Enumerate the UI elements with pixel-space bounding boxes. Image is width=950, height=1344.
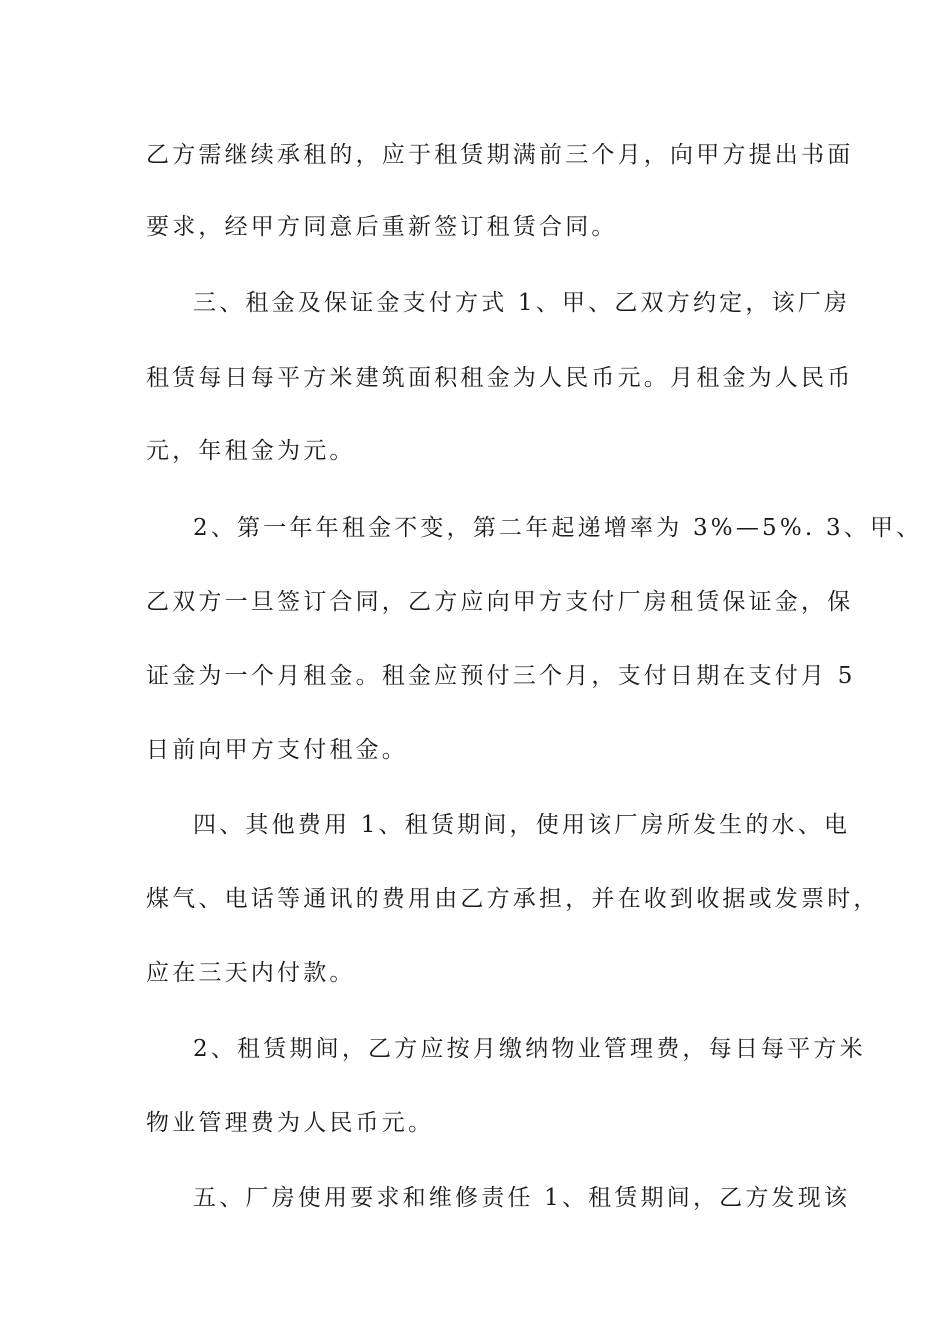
text-line-6: 2、第一年年租金不变，第二年起递增率为 3%—5%. 3、甲、 [193, 515, 923, 541]
text-line-12: 应在三天内付款。 [146, 960, 356, 986]
text-line-7: 乙双方一旦签订合同，乙方应向甲方支付厂房租赁保证金，保 [146, 589, 854, 615]
text-line-8: 证金为一个月租金。租金应预付三个月，支付日期在支付月 5 [146, 663, 856, 689]
text-line-3: 三、租金及保证金支付方式 1、甲、乙双方约定，该厂房 [193, 290, 851, 316]
text-line-5: 元，年租金为元。 [146, 438, 356, 464]
text-line-10: 四、其他费用 1、租赁期间，使用该厂房所发生的水、电 [193, 812, 851, 838]
text-line-1: 乙方需继续承租的，应于租赁期满前三个月，向甲方提出书面 [146, 142, 854, 168]
text-line-4: 租赁每日每平方米建筑面积租金为人民币元。月租金为人民币 [146, 365, 854, 391]
text-line-15: 五、厂房使用要求和维修责任 1、租赁期间，乙方发现该 [193, 1185, 851, 1211]
text-line-14: 物业管理费为人民币元。 [146, 1110, 435, 1136]
text-line-13: 2、租赁期间，乙方应按月缴纳物业管理费，每日每平方米 [193, 1036, 866, 1062]
text-line-2: 要求，经甲方同意后重新签订租赁合同。 [146, 214, 618, 240]
text-line-9: 日前向甲方支付租金。 [146, 737, 408, 763]
text-line-11: 煤气、电话等通讯的费用由乙方承担，并在收到收据或发票时， [146, 886, 880, 912]
